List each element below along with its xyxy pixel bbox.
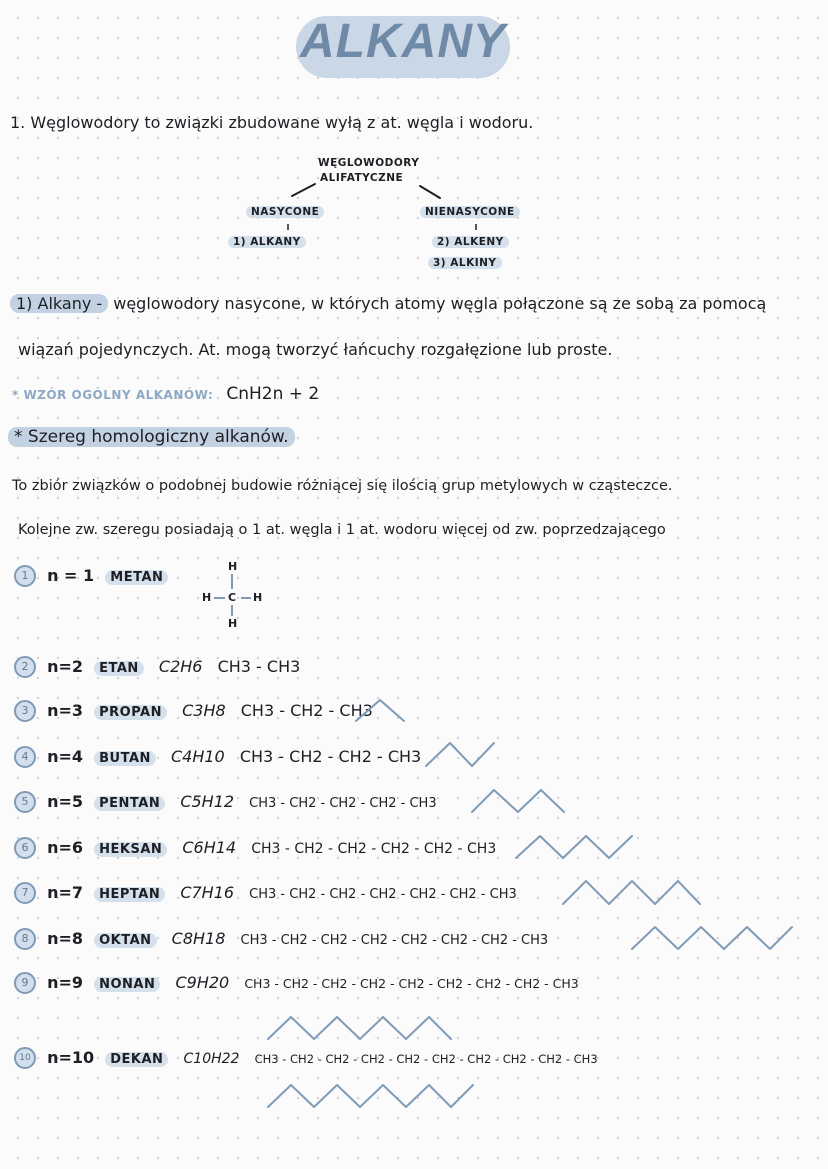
- row-structural-formula: CH3 - CH2 - CH2 - CH2 - CH2 - CH2 - CH2 - CH2 - CH3: [244, 975, 579, 991]
- row-molecular-formula: C5H12: [180, 791, 235, 811]
- intro-number: 1.: [10, 113, 26, 132]
- row-structural-formula: CH3 - CH2 - CH2 - CH2 - CH2 - CH2 - CH3: [249, 886, 517, 902]
- row-n: n = 1: [47, 565, 95, 585]
- row-n: n=6: [47, 837, 84, 857]
- row-name: ETAN: [94, 661, 144, 676]
- row-molecular-formula: C3H8: [182, 700, 226, 720]
- row-n: n=3: [47, 700, 84, 720]
- row-n: n=9: [47, 972, 84, 992]
- skeletal-propan: [356, 700, 404, 721]
- skeletal-nonan: [268, 1017, 451, 1039]
- row-number-badge: 8: [14, 928, 36, 950]
- series-line2: Kolejne zw. szeregu posiadają o 1 at. węgla i 1 at. wodoru więcej od zw. poprzedzającego: [18, 522, 666, 538]
- row-name: HEKSAN: [94, 842, 167, 857]
- skeletal-butan: [426, 743, 494, 766]
- series-heading: * Szereg homologiczny alkanów.: [8, 427, 295, 447]
- row-structural-formula: CH3 - CH2 - CH2 - CH2 - CH3: [249, 795, 437, 811]
- row-molecular-formula: C6H14: [182, 837, 237, 857]
- tree-root-line2: ALIFATYCZNE: [320, 172, 404, 184]
- skeletal-heptan: [563, 881, 700, 904]
- methane-h-left: H: [202, 591, 212, 604]
- tree-root-line1: WĘGLOWODORY: [318, 157, 420, 169]
- row-name: METAN: [105, 570, 168, 585]
- row-molecular-formula: C9H20: [175, 972, 230, 992]
- tree-left-item: 1) ALKANY: [228, 236, 306, 248]
- methane-h-top: H: [228, 560, 238, 573]
- row-number-badge: 6: [14, 837, 36, 859]
- row-name: PENTAN: [94, 796, 165, 811]
- row-n: n=10: [47, 1047, 95, 1067]
- formula-label: * WZÓR OGÓLNY ALKANÓW:: [12, 388, 214, 402]
- methane-h-right: H: [253, 591, 263, 604]
- row-n: n=8: [47, 928, 84, 948]
- tree-right-item2: 3) ALKINY: [428, 257, 502, 269]
- row-number-badge: 5: [14, 791, 36, 813]
- row-name: NONAN: [94, 977, 160, 992]
- row-number-badge: 2: [14, 656, 36, 678]
- formula-value: CnH2n + 2: [226, 384, 320, 404]
- tree-right-label: NIENASYCONE: [420, 206, 520, 218]
- row-n: n=7: [47, 882, 84, 902]
- row-name: BUTAN: [94, 751, 156, 766]
- row-structural-formula: CH3 - CH2 - CH2 - CH2 - CH2 - CH2 - CH2 - CH2 - CH2 - CH3: [254, 1051, 598, 1066]
- row-name: HEPTAN: [94, 887, 165, 902]
- row-molecular-formula: C7H16: [180, 882, 235, 902]
- row-structural-formula: CH3 - CH2 - CH2 - CH3: [239, 746, 422, 766]
- row-structural-formula: CH3 - CH2 - CH3: [240, 700, 373, 720]
- row-name: DEKAN: [105, 1052, 168, 1067]
- tree-left-label: NASYCONE: [246, 206, 324, 218]
- intro-text: Węglowodory to związki zbudowane wyłą z at. węgla i wodoru.: [30, 113, 534, 132]
- row-structural-formula: CH3 - CH2 - CH2 - CH2 - CH2 - CH2 - CH2 - CH3: [240, 932, 549, 948]
- skeletal-oktan: [632, 927, 792, 949]
- row-molecular-formula: C2H6: [158, 656, 203, 676]
- row-number-badge: 1: [14, 565, 36, 587]
- methane-c: C: [228, 591, 237, 604]
- row-molecular-formula: C8H18: [171, 928, 226, 948]
- series-line1: To zbiór związków o podobnej budowie różniącej się ilością grup metylowych w cząsteczce.: [12, 478, 673, 494]
- tree-right-item1: 2) ALKENY: [432, 236, 509, 248]
- row-molecular-formula: C10H22: [183, 1050, 240, 1067]
- skeletal-dekan: [268, 1085, 473, 1107]
- row-number-badge: 9: [14, 972, 36, 994]
- row-molecular-formula: C4H10: [170, 746, 225, 766]
- row-number-badge: 10: [14, 1047, 36, 1069]
- row-number-badge: 3: [14, 700, 36, 722]
- definition-line2: wiązań pojedynczych. At. mogą tworzyć łańcuchy rozgałęzione lub proste.: [18, 340, 613, 359]
- skeletal-heksan: [516, 836, 632, 858]
- methane-h-bottom: H: [228, 617, 238, 630]
- definition-label: 1) Alkany -: [10, 294, 108, 313]
- row-name: PROPAN: [94, 705, 167, 720]
- row-structural-formula: CH3 - CH3: [217, 656, 301, 676]
- skeletal-pentan: [472, 790, 564, 812]
- definition-text1: węglowodory nasycone, w których atomy węgla połączone są ze sobą za pomocą: [113, 294, 767, 313]
- row-n: n=2: [47, 656, 84, 676]
- row-n: n=5: [47, 791, 84, 811]
- row-number-badge: 7: [14, 882, 36, 904]
- row-n: n=4: [47, 746, 84, 766]
- row-structural-formula: CH3 - CH2 - CH2 - CH2 - CH2 - CH3: [251, 840, 497, 857]
- row-number-badge: 4: [14, 746, 36, 768]
- page-title: ALKANY: [300, 15, 506, 68]
- row-name: OKTAN: [94, 933, 156, 948]
